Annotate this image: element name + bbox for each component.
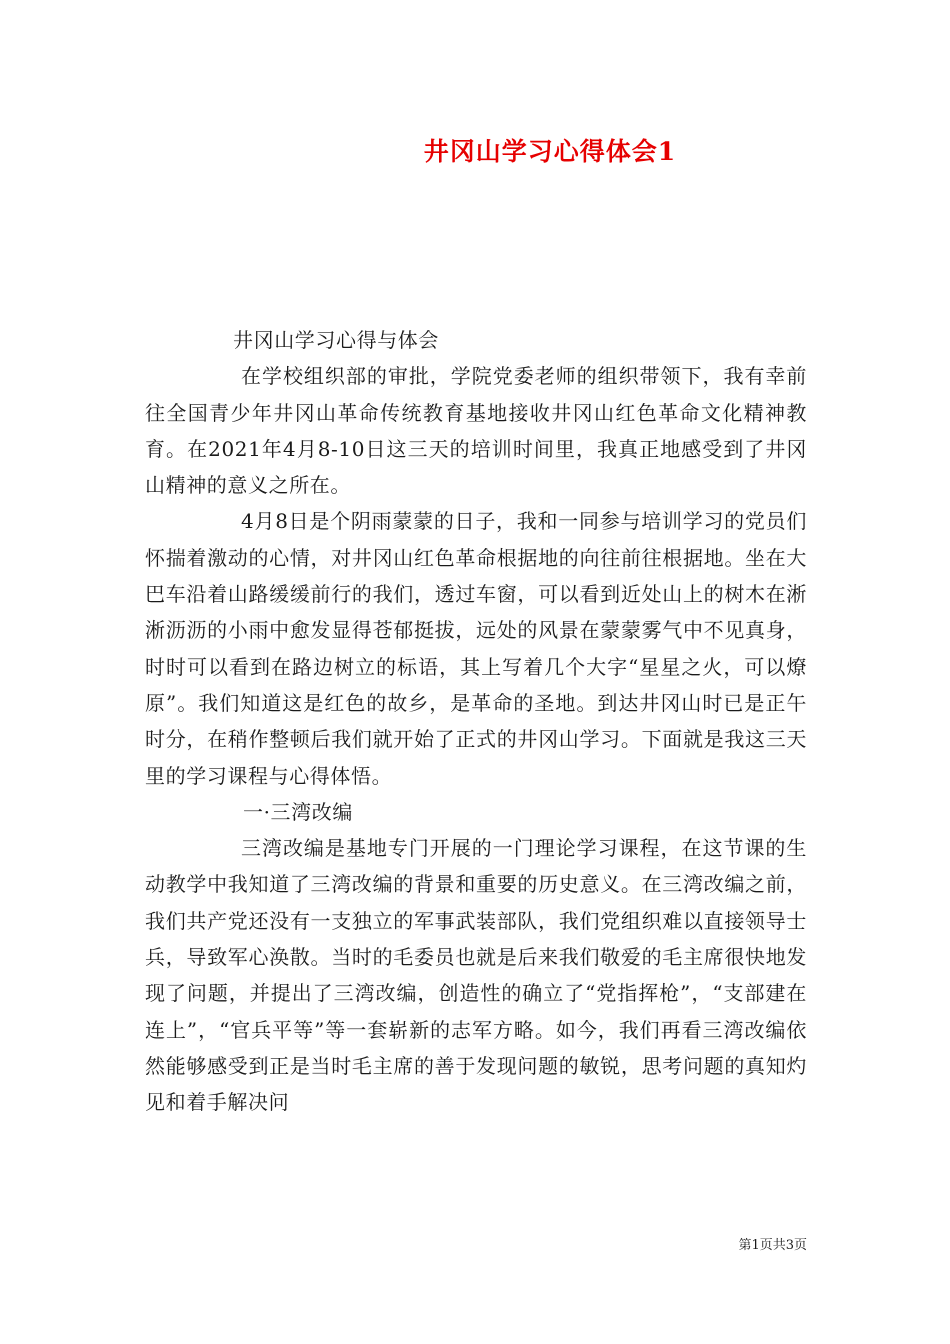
paragraph-1: 在学校组织部的审批，学院党委老师的组织带领下，我有幸前往全国青少年井冈山革命传统教育基地接收井冈山红色革命文化精神教育。在2021年4月8-10日这三天的培训时间里，我真正地感受到了井冈山精神的意义之所在。 xyxy=(145,364,807,498)
section-heading: 一·三湾改编 xyxy=(243,799,353,824)
document-body xyxy=(145,322,807,1121)
paragraph-3: 三湾改编是基地专门开展的一门理论学习课程，在这节课的生动教学中我知道了三湾改编的背景和重要的历史意义。在三湾改编之前，我们共产党还没有一支独立的军事武装部队，我们党组织难以直接领导士兵，导致军心涣散。当时的毛委员也就是后来我们敬爱的毛主席很快地发现了问题，并提出了三湾改编，创造性的确立了“党指挥枪”，“支部建在连上”，“官兵平等”等一套崭新的志军方略。如今，我们再看三湾改编依然能够感受到正是当时毛主席的善于发现问题的敏锐，思考问题的真知灼见和着手解决问 xyxy=(145,836,807,1115)
page-number-footer: 第1页共3页 xyxy=(738,1238,807,1253)
document-title: 井冈山学习心得体会1 xyxy=(423,137,677,166)
document-subtitle: 井冈山学习心得与体会 xyxy=(233,328,439,352)
paragraph-2: 4月8日是个阴雨蒙蒙的日子，我和一同参与培训学习的党员们怀揣着激动的心情，对井冈山红色革命根据地的向往前往根据地。坐在大巴车沿着山路缓缓前行的我们，透过车窗，可以看到近处山上的树木在淅淅沥沥的小雨中愈发显得苍郁挺拔，远处的风景在蒙蒙雾气中不见真身，时时可以看到在路边树立的标语，其上写着几个大字“星星之火，可以燎原”。我们知道这是红色的故乡，是革命的圣地。到达井冈山时已是正午时分，在稍作整顿后我们就开始了正式的井冈山学习。下面就是我这三天里的学习课程与心得体悟。 xyxy=(145,509,807,788)
